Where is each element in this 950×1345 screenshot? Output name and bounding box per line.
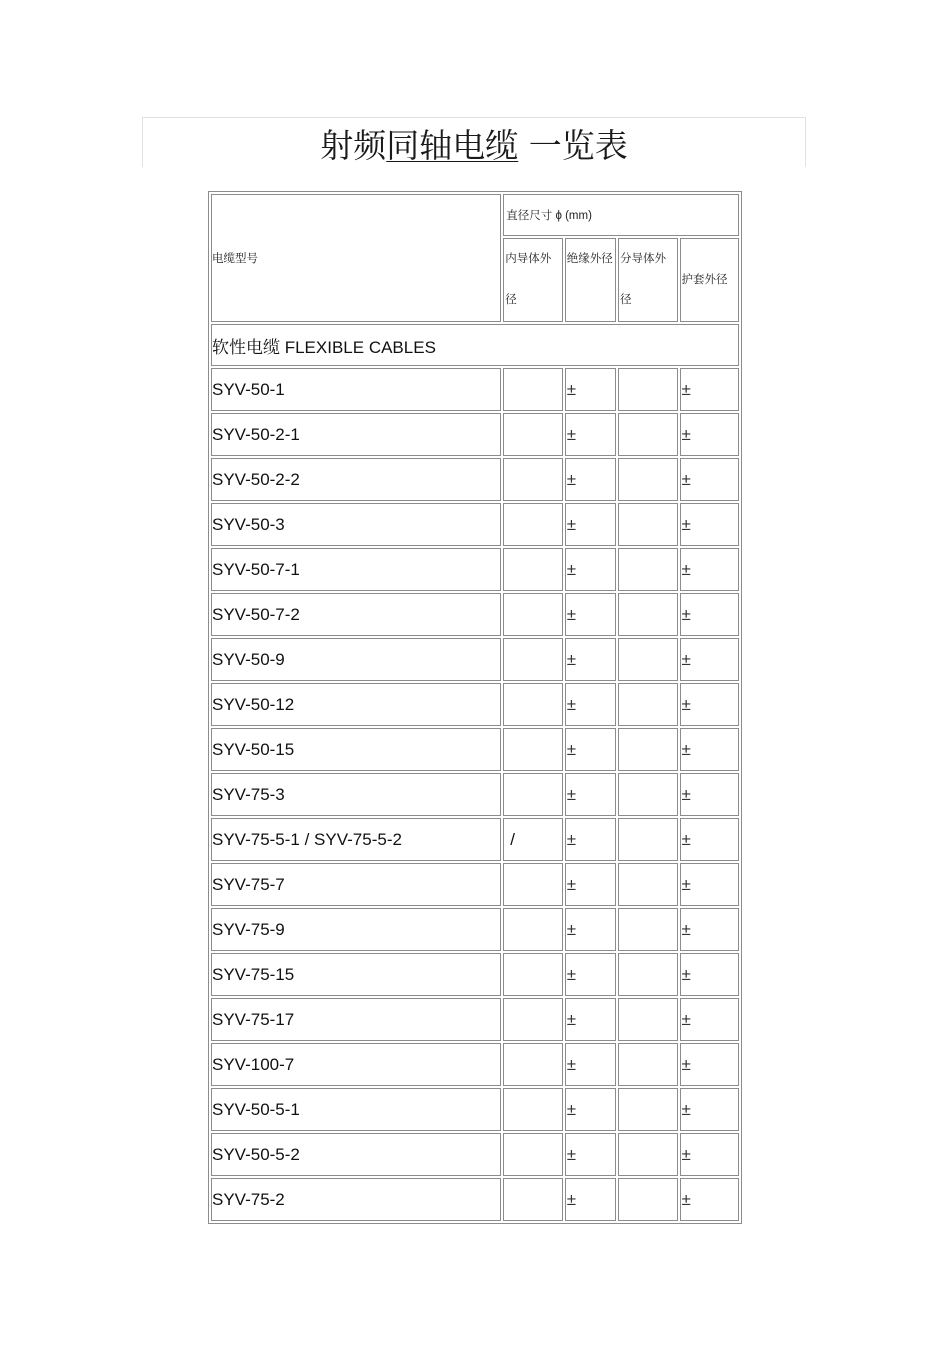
cell-model: SYV-50-2-1 xyxy=(211,413,501,456)
cell-outer-conductor xyxy=(618,368,677,411)
cell-outer-conductor xyxy=(618,548,677,591)
cell-outer-conductor xyxy=(618,1088,677,1131)
cell-inner-conductor xyxy=(503,728,562,771)
cell-inner-conductor xyxy=(503,773,562,816)
table-row xyxy=(211,1043,739,1086)
table-row xyxy=(211,1133,739,1176)
cell-outer-conductor xyxy=(618,953,677,996)
table-row xyxy=(211,1088,739,1131)
cell-outer-conductor xyxy=(618,773,677,816)
cell-model: SYV-50-3 xyxy=(211,503,501,546)
cell-outer-conductor xyxy=(618,998,677,1041)
cell-insulation: ± xyxy=(565,1178,616,1221)
cell-outer-conductor xyxy=(618,1133,677,1176)
cell-inner-conductor xyxy=(503,368,562,411)
cell-jacket: ± xyxy=(680,908,740,951)
cell-insulation: ± xyxy=(565,548,616,591)
cell-jacket: ± xyxy=(680,953,740,996)
cell-outer-conductor xyxy=(618,638,677,681)
header-inner-conductor: 内导体外径 xyxy=(503,238,562,322)
cell-model: SYV-50-12 xyxy=(211,683,501,726)
cell-jacket: ± xyxy=(680,548,740,591)
cell-inner-conductor xyxy=(503,953,562,996)
cell-inner-conductor xyxy=(503,503,562,546)
cell-model: SYV-75-17 xyxy=(211,998,501,1041)
table-row xyxy=(211,683,739,726)
cell-inner-conductor xyxy=(503,413,562,456)
table-row xyxy=(211,818,739,861)
cell-insulation: ± xyxy=(565,773,616,816)
section-flexible-cables: 软性电缆 FLEXIBLE CABLES xyxy=(211,324,739,366)
cell-outer-conductor xyxy=(618,818,677,861)
cell-inner-conductor xyxy=(503,638,562,681)
title-part-1: 射频 xyxy=(320,126,387,165)
cell-outer-conductor xyxy=(618,413,677,456)
cell-outer-conductor xyxy=(618,458,677,501)
table-row xyxy=(211,548,739,591)
cell-jacket: ± xyxy=(680,683,740,726)
cell-inner-conductor xyxy=(503,548,562,591)
cell-jacket: ± xyxy=(680,1178,740,1221)
cell-insulation: ± xyxy=(565,413,616,456)
cell-jacket: ± xyxy=(680,1133,740,1176)
cell-outer-conductor xyxy=(618,863,677,906)
cell-jacket: ± xyxy=(680,1088,740,1131)
cell-inner-conductor xyxy=(503,863,562,906)
table-row xyxy=(211,413,739,456)
cell-jacket: ± xyxy=(680,773,740,816)
cell-inner-conductor xyxy=(503,1178,562,1221)
cell-inner-conductor xyxy=(503,683,562,726)
header-jacket: 护套外径 xyxy=(680,238,740,322)
cell-insulation: ± xyxy=(565,683,616,726)
table-row xyxy=(211,503,739,546)
cell-outer-conductor xyxy=(618,1178,677,1221)
header-model: 电缆型号 xyxy=(211,194,501,322)
page-title xyxy=(320,126,628,166)
cell-jacket: ± xyxy=(680,503,740,546)
cell-insulation: ± xyxy=(565,1088,616,1131)
cell-inner-conductor xyxy=(503,593,562,636)
cell-model: SYV-50-5-1 xyxy=(211,1088,501,1131)
cell-insulation: ± xyxy=(565,638,616,681)
cell-jacket: ± xyxy=(680,818,740,861)
cell-insulation: ± xyxy=(565,908,616,951)
cell-model: SYV-50-7-1 xyxy=(211,548,501,591)
cell-model: SYV-75-7 xyxy=(211,863,501,906)
cell-insulation: ± xyxy=(565,1043,616,1086)
title-box xyxy=(142,117,806,167)
table-row xyxy=(211,1178,739,1221)
cell-outer-conductor xyxy=(618,728,677,771)
cell-outer-conductor xyxy=(618,1043,677,1086)
cell-insulation: ± xyxy=(565,863,616,906)
table-row xyxy=(211,998,739,1041)
header-insulation: 绝缘外径 xyxy=(565,238,616,322)
cell-jacket: ± xyxy=(680,593,740,636)
cell-insulation: ± xyxy=(565,593,616,636)
table-row xyxy=(211,953,739,996)
cell-model: SYV-50-1 xyxy=(211,368,501,411)
table-row xyxy=(211,593,739,636)
cell-inner-conductor xyxy=(503,998,562,1041)
cell-model: SYV-75-15 xyxy=(211,953,501,996)
cell-jacket: ± xyxy=(680,368,740,411)
section-row xyxy=(211,324,739,366)
cell-inner-conductor xyxy=(503,1088,562,1131)
cell-jacket: ± xyxy=(680,638,740,681)
cell-inner-conductor: / xyxy=(503,818,562,861)
header-row-1 xyxy=(211,194,739,236)
cell-model: SYV-50-5-2 xyxy=(211,1133,501,1176)
cell-model: SYV-50-9 xyxy=(211,638,501,681)
cell-inner-conductor xyxy=(503,458,562,501)
table-row xyxy=(211,773,739,816)
cell-outer-conductor xyxy=(618,683,677,726)
cell-insulation: ± xyxy=(565,503,616,546)
table-row xyxy=(211,458,739,501)
cell-inner-conductor xyxy=(503,1043,562,1086)
cell-insulation: ± xyxy=(565,953,616,996)
header-diameter: 直径尺寸 ϕ (mm) xyxy=(503,194,739,236)
cell-model: SYV-75-2 xyxy=(211,1178,501,1221)
header-outer-conductor: 分导体外径 xyxy=(618,238,677,322)
cell-model: SYV-50-7-2 xyxy=(211,593,501,636)
cell-model: SYV-75-9 xyxy=(211,908,501,951)
cell-insulation: ± xyxy=(565,368,616,411)
cell-jacket: ± xyxy=(680,998,740,1041)
cell-jacket: ± xyxy=(680,863,740,906)
cable-table xyxy=(208,191,742,1224)
cell-model: SYV-50-15 xyxy=(211,728,501,771)
table-row xyxy=(211,728,739,771)
cell-jacket: ± xyxy=(680,458,740,501)
cell-jacket: ± xyxy=(680,1043,740,1086)
cell-insulation: ± xyxy=(565,1133,616,1176)
cell-inner-conductor xyxy=(503,908,562,951)
cell-insulation: ± xyxy=(565,818,616,861)
cell-model: SYV-50-2-2 xyxy=(211,458,501,501)
table-row xyxy=(211,368,739,411)
cell-model: SYV-100-7 xyxy=(211,1043,501,1086)
cell-jacket: ± xyxy=(680,413,740,456)
cell-outer-conductor xyxy=(618,908,677,951)
cell-model: SYV-75-3 xyxy=(211,773,501,816)
cell-model: SYV-75-5-1 / SYV-75-5-2 xyxy=(211,818,501,861)
cell-insulation: ± xyxy=(565,458,616,501)
cell-insulation: ± xyxy=(565,728,616,771)
table-row xyxy=(211,863,739,906)
title-part-3: 一览表 xyxy=(518,126,628,165)
cell-insulation: ± xyxy=(565,998,616,1041)
cell-outer-conductor xyxy=(618,503,677,546)
title-link-coaxial-cable[interactable]: 同轴电缆 xyxy=(386,126,519,165)
table-row xyxy=(211,908,739,951)
cell-jacket: ± xyxy=(680,728,740,771)
table-row xyxy=(211,638,739,681)
cell-inner-conductor xyxy=(503,1133,562,1176)
cell-outer-conductor xyxy=(618,593,677,636)
